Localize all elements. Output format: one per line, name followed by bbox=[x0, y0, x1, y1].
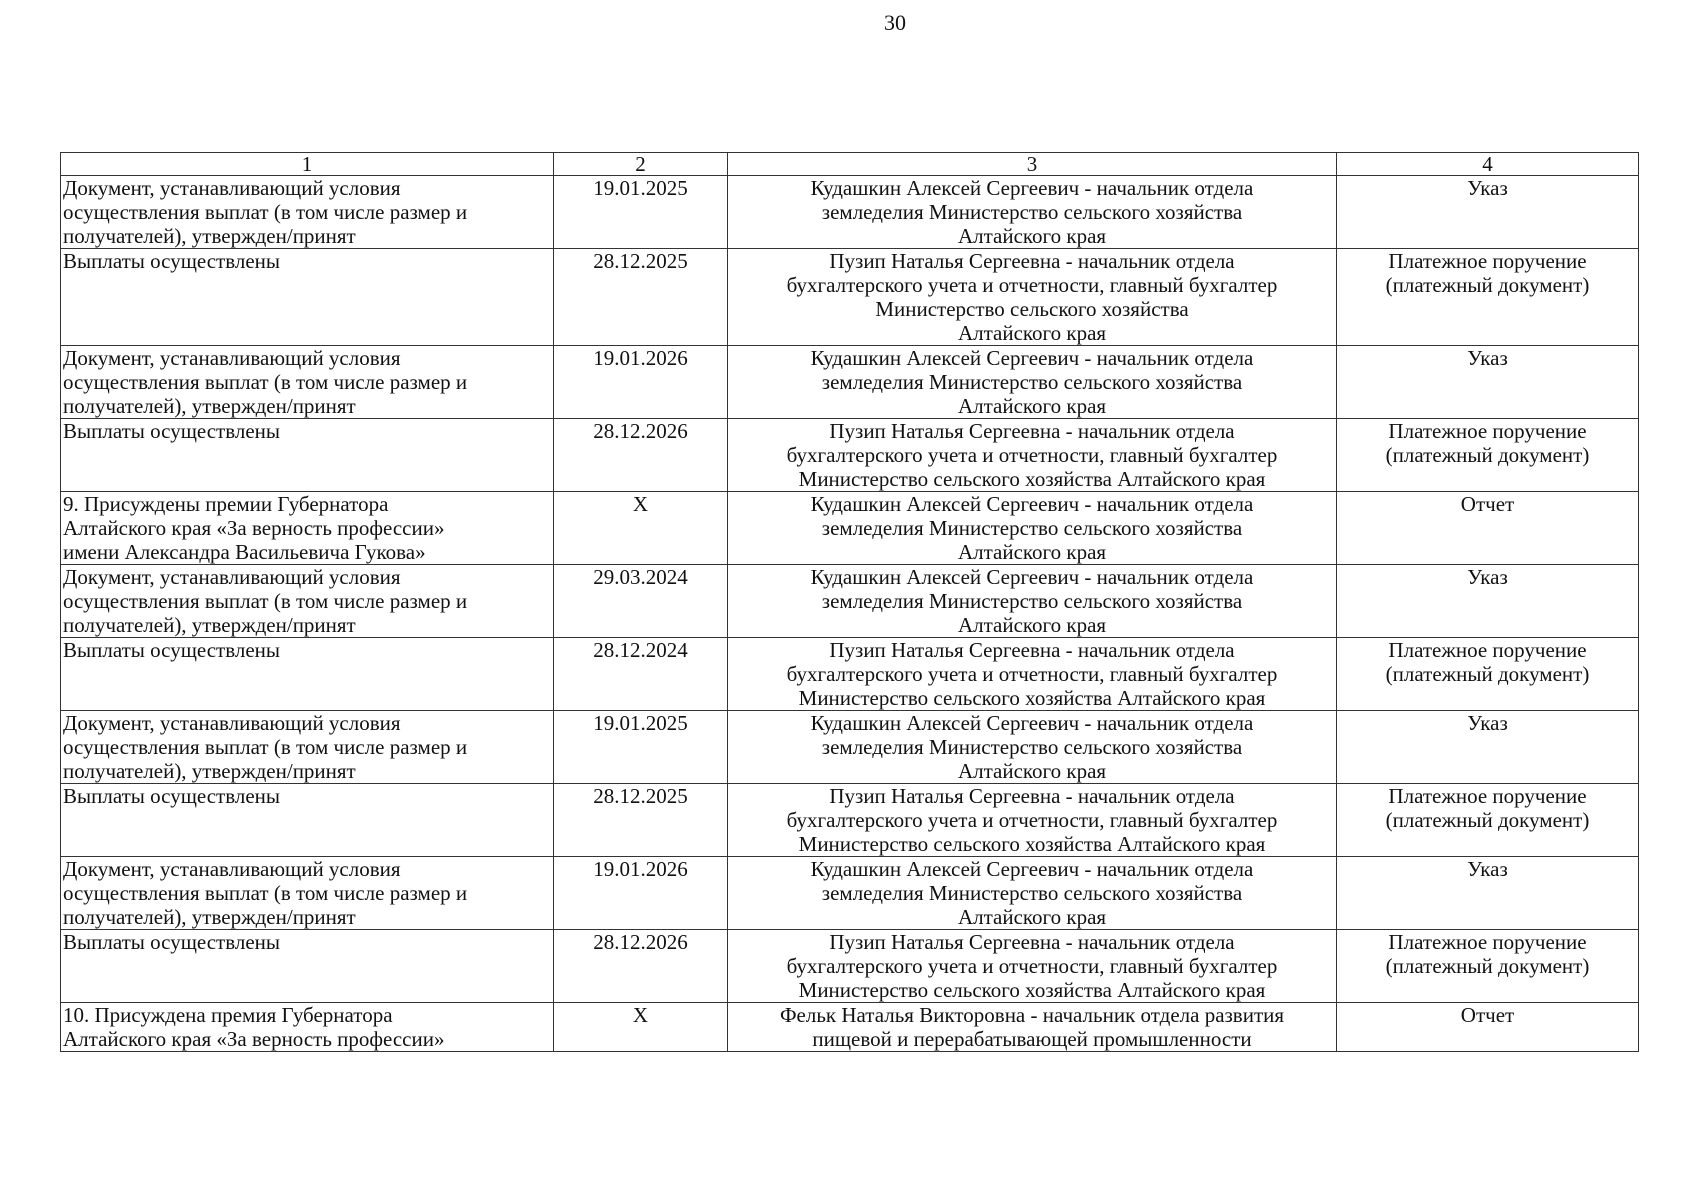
responsible-line: Фельк Наталья Викторовна - начальник отдела развития bbox=[779, 1003, 1285, 1027]
cell-document-type bbox=[1337, 419, 1639, 492]
responsible-line: земледелия Министерство сельского хозяйства bbox=[821, 735, 1243, 759]
responsible-line: Кудашкин Алексей Сергеевич - начальник отдела bbox=[810, 176, 1254, 200]
cell-description bbox=[61, 346, 554, 419]
document-type-line: Платежное поручение bbox=[1388, 638, 1587, 662]
document-type-line: Платежное поручение bbox=[1388, 419, 1587, 443]
cell-document-type bbox=[1337, 1003, 1639, 1052]
responsible-line: Алтайского края bbox=[957, 224, 1107, 248]
document-type-line: (платежный документ) bbox=[1385, 662, 1590, 686]
table-header bbox=[61, 153, 1639, 176]
cell-document-type bbox=[1337, 346, 1639, 419]
cell-document-type bbox=[1337, 784, 1639, 857]
cell-responsible bbox=[728, 419, 1337, 492]
description-line: Документ, устанавливающий условия bbox=[63, 711, 401, 735]
cell-document-type bbox=[1337, 565, 1639, 638]
cell-description bbox=[61, 176, 554, 249]
cell-responsible bbox=[728, 176, 1337, 249]
cell-responsible bbox=[728, 249, 1337, 346]
responsible-line: бухгалтерского учета и отчетности, главный бухгалтер bbox=[786, 662, 1278, 686]
description-line: имени Александра Васильевича Гукова» bbox=[63, 540, 426, 564]
responsible-line: Алтайского края bbox=[957, 613, 1107, 637]
description-line: 9. Присуждены премии Губернатора bbox=[63, 492, 389, 516]
table-row bbox=[61, 346, 1639, 419]
responsible-line: Кудашкин Алексей Сергеевич - начальник отдела bbox=[810, 565, 1254, 589]
cell-document-type bbox=[1337, 638, 1639, 711]
cell-document-type bbox=[1337, 857, 1639, 930]
description-line: Алтайского края «За верность профессии» bbox=[63, 516, 445, 540]
cell-document-type bbox=[1337, 249, 1639, 346]
responsible-line: Министерство сельского хозяйства Алтайского края bbox=[798, 978, 1266, 1002]
description-line: Выплаты осуществлены bbox=[63, 419, 281, 443]
cell-date: X bbox=[554, 492, 728, 565]
cell-description bbox=[61, 857, 554, 930]
responsible-line: земледелия Министерство сельского хозяйства bbox=[821, 200, 1243, 224]
cell-description bbox=[61, 1003, 554, 1052]
document-type-line: (платежный документ) bbox=[1385, 808, 1590, 832]
responsible-line: Пузип Наталья Сергеевна - начальник отдела bbox=[829, 930, 1235, 954]
description-line: осуществления выплат (в том числе размер и bbox=[63, 881, 468, 905]
responsible-line: Пузип Наталья Сергеевна - начальник отдела bbox=[829, 419, 1235, 443]
responsible-line: Пузип Наталья Сергеевна - начальник отдела bbox=[829, 784, 1235, 808]
cell-description bbox=[61, 419, 554, 492]
responsible-line: земледелия Министерство сельского хозяйства bbox=[821, 881, 1243, 905]
description-line: осуществления выплат (в том числе размер и bbox=[63, 370, 468, 394]
description-line: получателей), утвержден/принят bbox=[63, 613, 356, 637]
cell-responsible bbox=[728, 784, 1337, 857]
table-body bbox=[61, 176, 1639, 1052]
cell-date: 28.12.2025 bbox=[554, 249, 728, 346]
document-type-line: Отчет bbox=[1460, 492, 1515, 516]
description-line: Выплаты осуществлены bbox=[63, 249, 281, 273]
responsible-line: Кудашкин Алексей Сергеевич - начальник отдела bbox=[810, 492, 1254, 516]
document-type-line: Указ bbox=[1467, 565, 1508, 589]
responsible-line: Алтайского края bbox=[957, 759, 1107, 783]
cell-responsible bbox=[728, 711, 1337, 784]
description-line: осуществления выплат (в том числе размер и bbox=[63, 735, 468, 759]
cell-date: X bbox=[554, 1003, 728, 1052]
page-number: 30 bbox=[884, 10, 906, 35]
responsible-line: Министерство сельского хозяйства Алтайского края bbox=[798, 686, 1266, 710]
document-type-line: (платежный документ) bbox=[1385, 443, 1590, 467]
cell-date: 19.01.2025 bbox=[554, 176, 728, 249]
cell-responsible bbox=[728, 565, 1337, 638]
cell-responsible bbox=[728, 930, 1337, 1003]
cell-document-type bbox=[1337, 711, 1639, 784]
table-row bbox=[61, 638, 1639, 711]
document-type-line: Указ bbox=[1467, 176, 1508, 200]
description-line: получателей), утвержден/принят bbox=[63, 905, 356, 929]
cell-responsible bbox=[728, 1003, 1337, 1052]
table-row bbox=[61, 492, 1639, 565]
description-line: осуществления выплат (в том числе размер и bbox=[63, 589, 468, 613]
responsible-line: бухгалтерского учета и отчетности, главный бухгалтер bbox=[786, 808, 1278, 832]
responsible-line: Кудашкин Алексей Сергеевич - начальник отдела bbox=[810, 346, 1254, 370]
table-row bbox=[61, 711, 1639, 784]
cell-date: 19.01.2026 bbox=[554, 346, 728, 419]
table-row bbox=[61, 857, 1639, 930]
responsible-line: Министерство сельского хозяйства Алтайского края bbox=[798, 467, 1266, 491]
document-type-line: Отчет bbox=[1460, 1003, 1515, 1027]
column-header-1: 1 bbox=[61, 153, 554, 176]
cell-responsible bbox=[728, 638, 1337, 711]
responsible-line: Алтайского края bbox=[957, 905, 1107, 929]
responsible-line: земледелия Министерство сельского хозяйства bbox=[821, 516, 1243, 540]
document-type-line: Платежное поручение bbox=[1388, 930, 1587, 954]
column-header-4: 4 bbox=[1337, 153, 1639, 176]
description-line: Алтайского края «За верность профессии» bbox=[63, 1027, 445, 1051]
document-type-line: Указ bbox=[1467, 346, 1508, 370]
responsible-line: Кудашкин Алексей Сергеевич - начальник отдела bbox=[810, 711, 1254, 735]
responsible-line: Алтайского края bbox=[957, 540, 1107, 564]
description-line: Выплаты осуществлены bbox=[63, 638, 281, 662]
cell-responsible bbox=[728, 857, 1337, 930]
responsible-line: пищевой и перерабатывающей промышленности bbox=[812, 1027, 1252, 1051]
document-type-line: (платежный документ) bbox=[1385, 954, 1590, 978]
description-line: Документ, устанавливающий условия bbox=[63, 346, 401, 370]
cell-responsible bbox=[728, 346, 1337, 419]
responsible-line: земледелия Министерство сельского хозяйства bbox=[821, 589, 1243, 613]
table-row bbox=[61, 565, 1639, 638]
table-row bbox=[61, 930, 1639, 1003]
document-type-line: Указ bbox=[1467, 857, 1508, 881]
description-line: Документ, устанавливающий условия bbox=[63, 857, 401, 881]
description-line: получателей), утвержден/принят bbox=[63, 224, 356, 248]
responsible-line: Министерство сельского хозяйства Алтайского края bbox=[798, 832, 1266, 856]
cell-document-type bbox=[1337, 930, 1639, 1003]
table-row bbox=[61, 176, 1639, 249]
cell-date: 28.12.2025 bbox=[554, 784, 728, 857]
description-line: получателей), утвержден/принят bbox=[63, 394, 356, 418]
table-row bbox=[61, 784, 1639, 857]
responsible-line: Пузип Наталья Сергеевна - начальник отдела bbox=[829, 249, 1235, 273]
cell-description bbox=[61, 930, 554, 1003]
responsible-line: бухгалтерского учета и отчетности, главный бухгалтер bbox=[786, 954, 1278, 978]
document-type-line: Указ bbox=[1467, 711, 1508, 735]
description-line: Выплаты осуществлены bbox=[63, 784, 281, 808]
document-type-line: Платежное поручение bbox=[1388, 249, 1587, 273]
responsible-line: бухгалтерского учета и отчетности, главный бухгалтер bbox=[786, 443, 1278, 467]
header-row bbox=[61, 153, 1639, 176]
cell-date: 29.03.2024 bbox=[554, 565, 728, 638]
description-line: получателей), утвержден/принят bbox=[63, 759, 356, 783]
cell-description bbox=[61, 638, 554, 711]
cell-description bbox=[61, 249, 554, 346]
data-table bbox=[60, 152, 1639, 1052]
cell-description bbox=[61, 565, 554, 638]
document-type-line: Платежное поручение bbox=[1388, 784, 1587, 808]
cell-document-type bbox=[1337, 176, 1639, 249]
table-row bbox=[61, 1003, 1639, 1052]
responsible-line: Пузип Наталья Сергеевна - начальник отдела bbox=[829, 638, 1235, 662]
cell-responsible bbox=[728, 492, 1337, 565]
cell-date: 19.01.2025 bbox=[554, 711, 728, 784]
cell-document-type bbox=[1337, 492, 1639, 565]
column-header-3: 3 bbox=[728, 153, 1337, 176]
description-line: 10. Присуждена премия Губернатора bbox=[63, 1003, 393, 1027]
cell-date: 28.12.2026 bbox=[554, 930, 728, 1003]
table-row bbox=[61, 249, 1639, 346]
document-type-line: (платежный документ) bbox=[1385, 273, 1590, 297]
cell-description bbox=[61, 492, 554, 565]
responsible-line: Кудашкин Алексей Сергеевич - начальник отдела bbox=[810, 857, 1254, 881]
cell-description bbox=[61, 784, 554, 857]
responsible-line: земледелия Министерство сельского хозяйства bbox=[821, 370, 1243, 394]
description-line: осуществления выплат (в том числе размер и bbox=[63, 200, 468, 224]
column-header-2: 2 bbox=[554, 153, 728, 176]
cell-date: 19.01.2026 bbox=[554, 857, 728, 930]
cell-description bbox=[61, 711, 554, 784]
description-line: Выплаты осуществлены bbox=[63, 930, 281, 954]
responsible-line: Алтайского края bbox=[957, 394, 1107, 418]
cell-date: 28.12.2026 bbox=[554, 419, 728, 492]
responsible-line: Алтайского края bbox=[957, 321, 1107, 345]
table-row bbox=[61, 419, 1639, 492]
cell-date: 28.12.2024 bbox=[554, 638, 728, 711]
responsible-line: бухгалтерского учета и отчетности, главный бухгалтер bbox=[786, 273, 1278, 297]
responsible-line: Министерство сельского хозяйства bbox=[875, 297, 1189, 321]
description-line: Документ, устанавливающий условия bbox=[63, 176, 401, 200]
description-line: Документ, устанавливающий условия bbox=[63, 565, 401, 589]
